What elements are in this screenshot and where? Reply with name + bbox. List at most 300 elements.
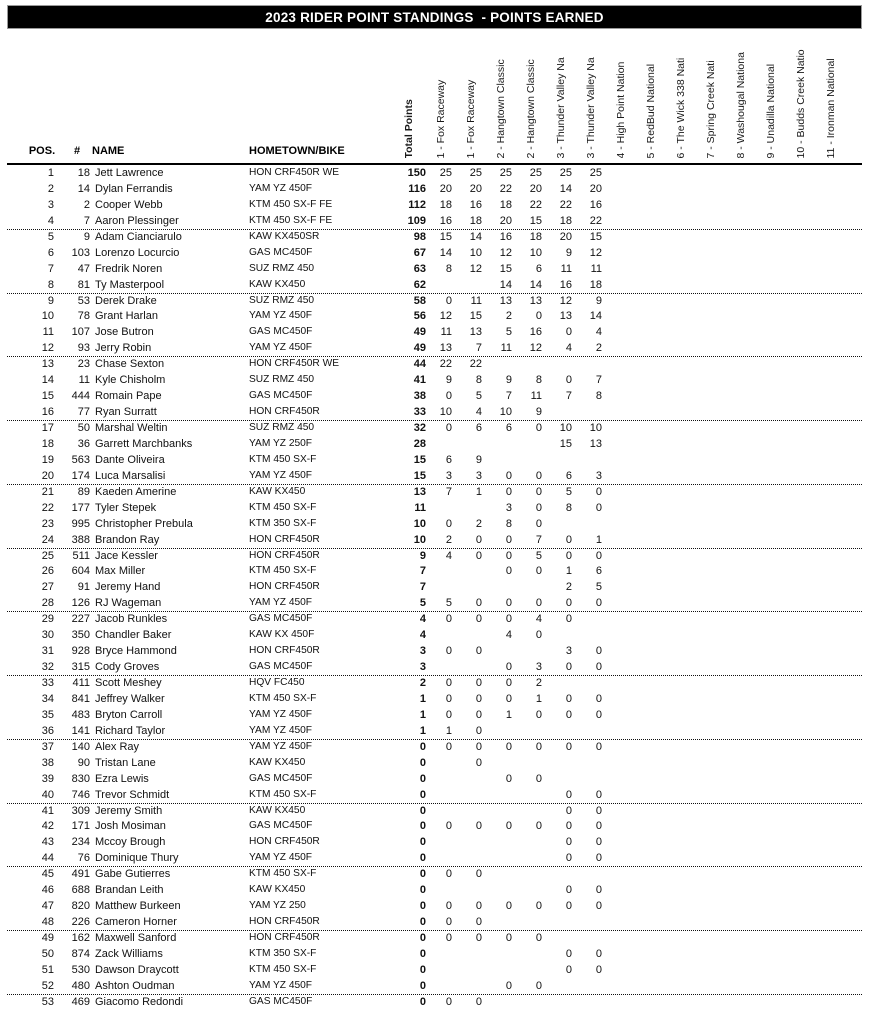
cell-round-1: 5: [445, 597, 452, 610]
cell-total: 15: [413, 469, 426, 482]
cell-total: 0: [419, 868, 426, 881]
cell-round-6: 0: [595, 947, 602, 960]
cell-position: 32: [41, 661, 54, 674]
rotated-header-round-4: [522, 40, 540, 158]
cell-round-4: 0: [535, 469, 542, 482]
cell-total: 0: [419, 804, 426, 817]
table-row: [0, 995, 887, 1011]
cell-position: 12: [41, 342, 54, 355]
cell-total: 9: [419, 549, 426, 562]
cell-total: 4: [419, 629, 426, 642]
cell-round-4: 0: [535, 772, 542, 785]
cell-round-3: 8: [505, 517, 512, 530]
cell-bike: KTM 450 SX-F: [249, 453, 317, 465]
rotated-header-label: 7 - Spring Creek Nati: [704, 59, 717, 158]
table-row: [0, 851, 887, 867]
cell-name: Aaron Plessinger: [95, 214, 179, 227]
cell-round-6: 0: [595, 501, 602, 514]
table-row: [0, 214, 887, 230]
cell-round-6: 0: [595, 820, 602, 833]
cell-bike: HON CRF450R: [249, 549, 320, 561]
cell-total: 28: [413, 437, 426, 450]
cell-bike: YAM YZ 450F: [249, 724, 313, 736]
cell-position: 53: [41, 995, 54, 1008]
cell-bike: GAS MC450F: [249, 661, 313, 673]
cell-name: Jace Kessler: [95, 549, 158, 562]
cell-number: 126: [71, 597, 90, 610]
cell-number: 103: [71, 246, 90, 259]
cell-number: 530: [71, 963, 90, 976]
cell-total: 98: [413, 230, 426, 243]
cell-total: 1: [419, 708, 426, 721]
cell-bike: HON CRF450R WE: [249, 167, 340, 178]
cell-position: 35: [41, 708, 54, 721]
cell-position: 51: [41, 963, 54, 976]
cell-round-4: 2: [535, 677, 542, 689]
cell-number: 9: [83, 230, 90, 243]
table-row: [0, 644, 887, 660]
cell-round-1: 0: [445, 517, 452, 530]
cell-bike: YAM YZ 450F: [249, 852, 313, 864]
cell-bike: YAM YZ 250F: [249, 437, 313, 449]
cell-round-5: 6: [565, 469, 572, 482]
cell-name: Grant Harlan: [95, 310, 158, 323]
cell-round-5: 0: [565, 788, 572, 801]
cell-number: 928: [71, 645, 90, 658]
table-row: [0, 517, 887, 533]
table-row: [0, 421, 887, 437]
cell-round-2: 9: [475, 453, 482, 466]
cell-total: 109: [407, 214, 426, 227]
cell-total: 10: [413, 517, 426, 530]
cell-name: Scott Meshey: [95, 677, 162, 689]
cell-bike: GAS MC450F: [249, 246, 313, 258]
cell-total: 4: [419, 613, 426, 626]
cell-round-1: 22: [439, 358, 452, 371]
cell-round-6: 16: [589, 198, 602, 211]
cell-position: 27: [41, 581, 54, 594]
cell-number: 746: [71, 788, 90, 801]
rotated-header-round-10: [702, 40, 720, 158]
cell-round-1: 1: [445, 724, 452, 737]
cell-position: 14: [41, 374, 54, 387]
table-row: [0, 899, 887, 915]
cell-bike: YAM YZ 250: [249, 900, 306, 912]
cell-number: 226: [71, 916, 90, 929]
cell-round-3: 2: [505, 310, 512, 323]
cell-round-3: 6: [505, 422, 512, 434]
cell-round-2: 5: [475, 390, 482, 403]
cell-round-6: 14: [589, 310, 602, 323]
cell-position: 21: [41, 485, 54, 498]
cell-round-3: 18: [499, 198, 512, 211]
cell-round-4: 1: [535, 692, 542, 705]
header-pos: POS.: [28, 145, 56, 157]
rotated-header-round-8: [642, 40, 660, 158]
cell-round-2: 8: [475, 374, 482, 387]
cell-total: 0: [419, 884, 426, 897]
cell-name: Zack Williams: [95, 947, 163, 960]
cell-name: Jeffrey Walker: [95, 692, 165, 705]
cell-name: RJ Wageman: [95, 597, 162, 610]
cell-round-5: 8: [565, 501, 572, 514]
cell-round-1: 2: [445, 533, 452, 546]
cell-number: 140: [71, 740, 90, 753]
cell-total: 11: [414, 501, 426, 514]
cell-bike: KTM 450 SX-F: [249, 788, 317, 800]
cell-round-1: 0: [445, 740, 452, 753]
cell-total: 0: [419, 788, 426, 801]
cell-round-5: 0: [565, 900, 572, 913]
cell-round-1: 0: [445, 708, 452, 721]
table-row: [0, 612, 887, 628]
cell-round-4: 18: [529, 230, 542, 243]
cell-position: 15: [41, 390, 54, 403]
page-title: 2023 RIDER POINT STANDINGS - POINTS EARNED: [265, 9, 604, 25]
cell-position: 28: [41, 597, 54, 610]
table-row: [0, 533, 887, 549]
cell-round-1: 15: [439, 230, 452, 243]
cell-total: 44: [413, 358, 426, 371]
cell-position: 44: [41, 852, 54, 865]
cell-round-5: 0: [565, 804, 572, 817]
cell-round-4: 0: [535, 485, 542, 498]
cell-round-5: 11: [560, 262, 572, 275]
rotated-header-label: 9 - Unadilla National: [764, 63, 777, 158]
cell-name: Max Miller: [95, 565, 146, 578]
cell-bike: KAW KX450SR: [249, 230, 320, 242]
cell-round-4: 0: [535, 932, 542, 944]
cell-round-2: 4: [475, 406, 482, 419]
cell-round-5: 14: [559, 182, 572, 195]
cell-number: 388: [71, 533, 90, 546]
cell-round-1: 0: [445, 422, 452, 434]
table-row: [0, 931, 887, 947]
cell-name: Dante Oliveira: [95, 453, 165, 466]
cell-round-2: 0: [475, 995, 482, 1008]
cell-position: 43: [41, 836, 54, 849]
cell-round-2: 25: [469, 167, 482, 179]
cell-round-1: 0: [445, 932, 452, 944]
table-row: [0, 294, 887, 310]
cell-bike: KAW KX450: [249, 278, 306, 290]
cell-total: 0: [419, 756, 426, 769]
cell-round-6: 11: [590, 262, 602, 275]
rotated-header-label: 2 - Hangtown Classic: [524, 58, 537, 158]
cell-position: 19: [41, 453, 54, 466]
cell-position: 41: [41, 804, 54, 817]
cell-round-4: 13: [529, 294, 542, 307]
cell-name: Garrett Marchbanks: [95, 437, 193, 450]
cell-round-4: 7: [535, 533, 542, 546]
cell-name: Mccoy Brough: [95, 836, 166, 849]
cell-position: 48: [41, 916, 54, 929]
cell-name: Gabe Gutierres: [95, 868, 171, 881]
cell-round-3: 0: [505, 549, 512, 562]
cell-round-4: 0: [535, 740, 542, 753]
cell-total: 33: [413, 406, 426, 419]
cell-round-3: 0: [505, 692, 512, 705]
cell-round-1: 9: [445, 374, 452, 387]
cell-round-2: 0: [475, 692, 482, 705]
cell-number: 47: [77, 262, 90, 275]
cell-round-6: 0: [595, 804, 602, 817]
cell-round-4: 6: [535, 262, 542, 275]
cell-round-5: 0: [565, 963, 572, 976]
cell-bike: YAM YZ 450F: [249, 182, 313, 194]
cell-round-6: 4: [595, 326, 602, 339]
cell-number: 171: [71, 820, 90, 833]
cell-number: 107: [71, 326, 90, 339]
cell-number: 177: [71, 501, 90, 514]
cell-bike: HQV FC450: [249, 677, 305, 688]
cell-total: 56: [413, 310, 426, 323]
cell-round-5: 0: [565, 374, 572, 387]
cell-round-2: 11: [470, 294, 482, 307]
cell-number: 2: [83, 198, 90, 211]
cell-number: 14: [77, 182, 90, 195]
cell-name: Fredrik Noren: [95, 262, 163, 275]
cell-position: 13: [41, 358, 54, 371]
cell-round-3: 0: [505, 740, 512, 753]
cell-name: Tyler Stepek: [95, 501, 157, 514]
cell-round-5: 9: [565, 246, 572, 259]
cell-total: 0: [419, 963, 426, 976]
cell-round-5: 20: [559, 230, 572, 243]
table-row: [0, 660, 887, 676]
cell-name: Jacob Runkles: [95, 613, 168, 626]
cell-bike: HON CRF450R: [249, 916, 320, 928]
header-divider: [7, 163, 862, 165]
table-row: [0, 708, 887, 724]
cell-round-4: 0: [535, 820, 542, 833]
cell-bike: GAS MC450F: [249, 613, 313, 625]
rotated-header-round-13: [792, 40, 810, 158]
cell-round-4: 0: [535, 422, 542, 434]
cell-round-6: 18: [589, 278, 602, 291]
rotated-header-round-1: [432, 40, 450, 158]
cell-round-2: 22: [469, 358, 482, 371]
cell-round-3: 0: [505, 772, 512, 785]
cell-total: 0: [419, 947, 426, 960]
cell-round-5: 22: [559, 198, 572, 211]
cell-number: 841: [71, 692, 90, 705]
cell-round-5: 0: [565, 852, 572, 865]
rotated-header-label: 1 - Fox Raceway: [464, 79, 477, 158]
cell-round-2: 0: [475, 645, 482, 658]
cell-bike: HON CRF450R: [249, 533, 320, 545]
cell-total: 58: [413, 294, 426, 307]
cell-bike: KAW KX450: [249, 884, 306, 896]
cell-round-2: 7: [475, 342, 482, 355]
cell-name: Romain Pape: [95, 390, 162, 403]
cell-round-4: 8: [535, 374, 542, 387]
cell-position: 7: [47, 262, 54, 275]
cell-round-2: 0: [475, 868, 482, 881]
cell-round-1: 18: [439, 198, 452, 211]
cell-position: 45: [41, 868, 54, 881]
cell-position: 37: [41, 740, 54, 753]
cell-bike: YAM YZ 450F: [249, 342, 313, 354]
cell-total: 15: [413, 453, 426, 466]
cell-name: Trevor Schmidt: [95, 788, 170, 801]
cell-position: 17: [41, 422, 54, 434]
cell-total: 3: [419, 645, 426, 658]
cell-name: Dylan Ferrandis: [95, 182, 173, 195]
table-row: [0, 230, 887, 246]
cell-bike: KTM 450 SX-F: [249, 963, 317, 975]
cell-bike: YAM YZ 450F: [249, 310, 313, 322]
cell-bike: GAS MC450F: [249, 820, 313, 832]
cell-round-4: 22: [529, 198, 542, 211]
cell-name: Jett Lawrence: [95, 167, 164, 179]
cell-round-3: 0: [505, 979, 512, 992]
cell-round-5: 0: [565, 661, 572, 674]
cell-number: 53: [77, 294, 90, 307]
cell-round-3: 0: [505, 533, 512, 546]
cell-total: 49: [413, 326, 426, 339]
cell-round-6: 0: [595, 661, 602, 674]
cell-round-6: 9: [595, 294, 602, 307]
cell-bike: KTM 450 SX-F: [249, 565, 317, 577]
rotated-header-label: 4 - High Point Nation: [614, 61, 627, 158]
cell-round-1: 3: [445, 469, 452, 482]
cell-position: 46: [41, 884, 54, 897]
cell-name: Matthew Burkeen: [95, 900, 181, 913]
cell-bike: KAW KX450: [249, 804, 306, 816]
cell-bike: KTM 450 SX-F: [249, 501, 317, 513]
cell-name: Dawson Draycott: [95, 963, 179, 976]
cell-total: 67: [413, 246, 426, 259]
cell-bike: GAS MC450F: [249, 772, 313, 784]
cell-round-6: 1: [595, 533, 602, 546]
cell-name: Marshal Weltin: [95, 422, 168, 434]
cell-round-5: 0: [565, 326, 572, 339]
cell-name: Cody Groves: [95, 661, 160, 674]
table-row: [0, 676, 887, 692]
cell-round-2: 2: [475, 517, 482, 530]
table-row: [0, 596, 887, 612]
cell-round-6: 15: [589, 230, 602, 243]
table-row: [0, 883, 887, 899]
cell-round-2: 0: [475, 900, 482, 913]
cell-round-6: 0: [595, 597, 602, 610]
cell-round-2: 13: [469, 326, 482, 339]
table-row: [0, 166, 887, 182]
cell-round-5: 0: [565, 613, 572, 626]
rotated-header-label: 10 - Budds Creek Natio: [794, 48, 807, 158]
table-row: [0, 325, 887, 341]
cell-round-4: 4: [535, 613, 542, 626]
cell-total: 0: [419, 900, 426, 913]
cell-name: Kyle Chisholm: [95, 374, 166, 387]
cell-bike: SUZ RMZ 450: [249, 262, 315, 274]
cell-round-6: 2: [595, 342, 602, 355]
cell-total: 0: [419, 932, 426, 944]
cell-round-3: 4: [505, 629, 512, 642]
header-bike: HOMETOWN/BIKE: [249, 145, 345, 157]
cell-position: 22: [41, 501, 54, 514]
cell-round-6: 0: [595, 788, 602, 801]
cell-number: 141: [71, 724, 90, 737]
cell-round-4: 12: [529, 342, 542, 355]
cell-round-1: 0: [445, 916, 452, 929]
cell-round-3: 0: [505, 597, 512, 610]
cell-number: 315: [71, 661, 90, 674]
cell-position: 16: [41, 406, 54, 419]
cell-round-1: 8: [445, 262, 452, 275]
cell-round-1: 10: [439, 406, 452, 419]
table-row: [0, 628, 887, 644]
cell-round-5: 18: [559, 214, 572, 227]
cell-round-3: 0: [505, 820, 512, 833]
cell-position: 36: [41, 724, 54, 737]
cell-round-4: 0: [535, 900, 542, 913]
cell-round-5: 16: [559, 278, 572, 291]
cell-total: 1: [419, 692, 426, 705]
cell-round-2: 0: [475, 724, 482, 737]
cell-round-5: 25: [559, 167, 572, 179]
rotated-header-label: 6 - The Wick 338 Nati: [674, 57, 687, 158]
cell-position: 6: [47, 246, 54, 259]
cell-round-2: 16: [469, 198, 482, 211]
cell-round-3: 0: [505, 900, 512, 913]
cell-name: Jerry Robin: [95, 342, 152, 355]
cell-number: 90: [77, 756, 90, 769]
cell-bike: KAW KX450: [249, 756, 306, 768]
header-name: NAME: [92, 145, 125, 157]
cell-bike: KTM 450 SX-F: [249, 692, 317, 704]
cell-round-6: 0: [595, 692, 602, 705]
cell-number: 444: [71, 390, 90, 403]
cell-round-4: 0: [535, 517, 542, 530]
cell-position: 25: [41, 549, 54, 562]
cell-number: 563: [71, 453, 90, 466]
cell-round-6: 5: [595, 581, 602, 594]
cell-position: 4: [47, 214, 54, 227]
cell-round-1: 14: [439, 246, 452, 259]
table-row: [0, 724, 887, 740]
cell-round-5: 0: [565, 740, 572, 753]
table-row: [0, 357, 887, 373]
standings-rows: [0, 166, 887, 1011]
cell-total: 10: [413, 533, 426, 546]
cell-position: 18: [41, 437, 54, 450]
cell-round-1: 0: [445, 645, 452, 658]
cell-round-5: 0: [565, 533, 572, 546]
cell-round-4: 5: [535, 549, 542, 562]
cell-round-5: 12: [559, 294, 572, 307]
cell-round-6: 3: [595, 469, 602, 482]
table-row: [0, 389, 887, 405]
cell-round-4: 20: [529, 182, 542, 195]
cell-number: 36: [77, 437, 90, 450]
cell-round-2: 0: [475, 708, 482, 721]
cell-round-5: 1: [565, 565, 572, 578]
rotated-header-label: 2 - Hangtown Classic: [494, 58, 507, 158]
cell-round-6: 13: [589, 437, 602, 450]
cell-total: 62: [413, 278, 426, 291]
cell-round-3: 3: [505, 501, 512, 514]
cell-total: 41: [413, 374, 426, 387]
cell-round-5: 0: [565, 884, 572, 897]
cell-round-4: 0: [535, 565, 542, 578]
cell-name: Chandler Baker: [95, 629, 172, 642]
cell-number: 234: [71, 836, 90, 849]
cell-total: 1: [419, 724, 426, 737]
cell-position: 2: [47, 182, 54, 195]
cell-round-6: 0: [595, 549, 602, 562]
